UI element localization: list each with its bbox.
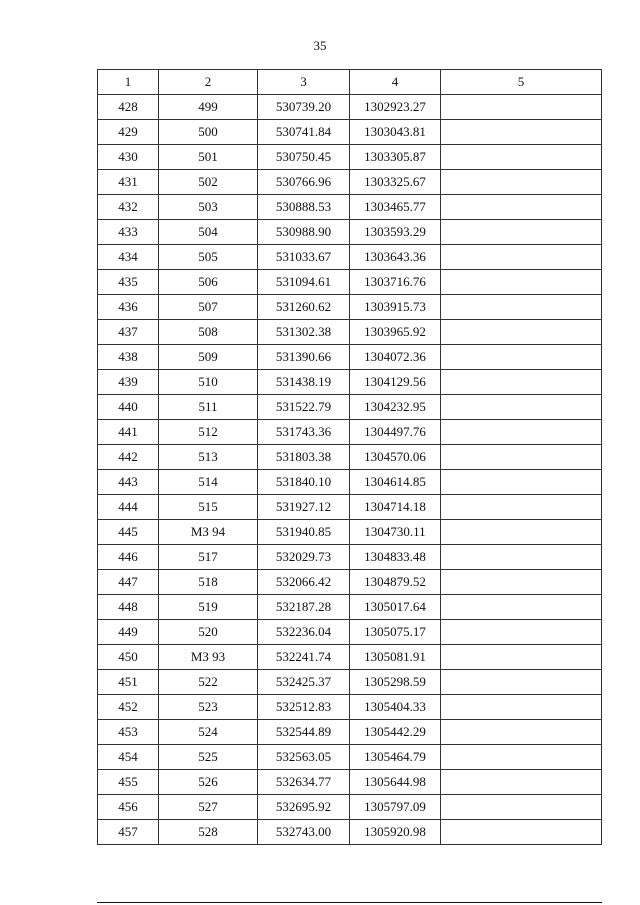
- table-cell-col-4: 1304129.56: [350, 370, 441, 395]
- table-cell-col-5: [441, 795, 602, 820]
- column-header-5: 5: [441, 70, 602, 95]
- table-cell-col-2: 499: [159, 95, 258, 120]
- table-cell-col-1: 429: [98, 120, 159, 145]
- table-row: [98, 595, 602, 620]
- table-cell-col-1: 433: [98, 220, 159, 245]
- table-cell-col-1: 452: [98, 695, 159, 720]
- table-cell-col-5: [441, 520, 602, 545]
- table-cell-col-1: 450: [98, 645, 159, 670]
- table-cell-col-5: [441, 120, 602, 145]
- table-cell-col-3: 531390.66: [258, 345, 350, 370]
- table-cell-col-3: 530766.96: [258, 170, 350, 195]
- table-cell-col-5: [441, 695, 602, 720]
- table-cell-col-5: [441, 545, 602, 570]
- table-row: [98, 795, 602, 820]
- table-cell-col-3: 532563.05: [258, 745, 350, 770]
- table-cell-col-5: [441, 345, 602, 370]
- table-cell-col-4: 1303915.73: [350, 295, 441, 320]
- table-header-row: [98, 70, 602, 95]
- table-cell-col-3: 531260.62: [258, 295, 350, 320]
- table-cell-col-2: МЗ 94: [159, 520, 258, 545]
- table-cell-col-1: 428: [98, 95, 159, 120]
- table-cell-col-2: 510: [159, 370, 258, 395]
- table-cell-col-3: 531302.38: [258, 320, 350, 345]
- table-cell-col-2: 526: [159, 770, 258, 795]
- table-cell-col-3: 530750.45: [258, 145, 350, 170]
- table-cell-col-4: 1303465.77: [350, 195, 441, 220]
- table-cell-col-2: 513: [159, 445, 258, 470]
- table-cell-col-3: 531438.19: [258, 370, 350, 395]
- table-cell-col-4: 1303305.87: [350, 145, 441, 170]
- table-cell-col-1: 434: [98, 245, 159, 270]
- table-cell-col-1: 454: [98, 745, 159, 770]
- table-cell-col-4: 1304570.06: [350, 445, 441, 470]
- table-cell-col-1: 448: [98, 595, 159, 620]
- table-cell-col-4: 1303043.81: [350, 120, 441, 145]
- table-cell-col-4: 1303643.36: [350, 245, 441, 270]
- column-header-3: 3: [258, 70, 350, 95]
- table-cell-col-2: 503: [159, 195, 258, 220]
- table-cell-col-2: 523: [159, 695, 258, 720]
- table-cell-col-4: 1305797.09: [350, 795, 441, 820]
- table-cell-col-3: 531940.85: [258, 520, 350, 545]
- table-cell-col-5: [441, 420, 602, 445]
- table-cell-col-5: [441, 170, 602, 195]
- table-cell-col-5: [441, 570, 602, 595]
- table-cell-col-5: [441, 645, 602, 670]
- table-row: [98, 670, 602, 695]
- table-cell-col-2: 514: [159, 470, 258, 495]
- table-cell-col-2: 522: [159, 670, 258, 695]
- table-cell-col-2: 501: [159, 145, 258, 170]
- table-cell-col-2: 507: [159, 295, 258, 320]
- table-row: [98, 570, 602, 595]
- table-cell-col-3: 532544.89: [258, 720, 350, 745]
- table-cell-col-1: 439: [98, 370, 159, 395]
- table-row: [98, 95, 602, 120]
- table-cell-col-5: [441, 745, 602, 770]
- table-cell-col-5: [441, 220, 602, 245]
- table-cell-col-3: 531840.10: [258, 470, 350, 495]
- table-cell-col-4: 1304730.11: [350, 520, 441, 545]
- table-cell-col-3: 531033.67: [258, 245, 350, 270]
- table-cell-col-1: 438: [98, 345, 159, 370]
- table-cell-col-5: [441, 470, 602, 495]
- table-cell-col-2: 502: [159, 170, 258, 195]
- table-cell-col-4: 1302923.27: [350, 95, 441, 120]
- table-cell-col-1: 436: [98, 295, 159, 320]
- table-row: [98, 120, 602, 145]
- table-cell-col-2: 518: [159, 570, 258, 595]
- table-cell-col-4: 1303965.92: [350, 320, 441, 345]
- table-cell-col-2: 506: [159, 270, 258, 295]
- table-cell-col-2: 512: [159, 420, 258, 445]
- table-cell-col-5: [441, 370, 602, 395]
- table-cell-col-4: 1304879.52: [350, 570, 441, 595]
- table-cell-col-4: 1305404.33: [350, 695, 441, 720]
- table-cell-col-1: 443: [98, 470, 159, 495]
- table-row: [98, 270, 602, 295]
- table-cell-col-3: 531803.38: [258, 445, 350, 470]
- table-cell-col-3: 531927.12: [258, 495, 350, 520]
- table-cell-col-5: [441, 495, 602, 520]
- table-cell-col-1: 444: [98, 495, 159, 520]
- table-row: [98, 295, 602, 320]
- table-cell-col-3: 532241.74: [258, 645, 350, 670]
- table-cell-col-4: 1305017.64: [350, 595, 441, 620]
- table-cell-col-4: 1305081.91: [350, 645, 441, 670]
- footer-rule: [97, 902, 602, 903]
- table-cell-col-3: 531094.61: [258, 270, 350, 295]
- table-row: [98, 470, 602, 495]
- table-row: [98, 170, 602, 195]
- column-header-1: 1: [98, 70, 159, 95]
- table-row: [98, 620, 602, 645]
- table-cell-col-1: 437: [98, 320, 159, 345]
- table-cell-col-1: 446: [98, 545, 159, 570]
- table-cell-col-1: 442: [98, 445, 159, 470]
- table-cell-col-3: 530988.90: [258, 220, 350, 245]
- table-row: [98, 770, 602, 795]
- table-cell-col-5: [441, 595, 602, 620]
- table-cell-col-4: 1303593.29: [350, 220, 441, 245]
- table-cell-col-2: 525: [159, 745, 258, 770]
- table-cell-col-3: 532695.92: [258, 795, 350, 820]
- table-cell-col-3: 532512.83: [258, 695, 350, 720]
- table-cell-col-1: 431: [98, 170, 159, 195]
- table-cell-col-3: 532743.00: [258, 820, 350, 845]
- table-cell-col-5: [441, 445, 602, 470]
- table-cell-col-5: [441, 195, 602, 220]
- table-cell-col-5: [441, 95, 602, 120]
- table-row: [98, 745, 602, 770]
- table-cell-col-2: 519: [159, 595, 258, 620]
- table-cell-col-3: 531522.79: [258, 395, 350, 420]
- table-row: [98, 695, 602, 720]
- table-cell-col-1: 435: [98, 270, 159, 295]
- table-cell-col-5: [441, 245, 602, 270]
- table-cell-col-3: 532029.73: [258, 545, 350, 570]
- table-cell-col-5: [441, 270, 602, 295]
- table-cell-col-1: 441: [98, 420, 159, 445]
- table-row: [98, 395, 602, 420]
- table-row: [98, 520, 602, 545]
- table-body: [98, 95, 602, 845]
- table-cell-col-3: 532066.42: [258, 570, 350, 595]
- table-cell-col-4: 1303325.67: [350, 170, 441, 195]
- table-cell-col-5: [441, 670, 602, 695]
- table-cell-col-5: [441, 620, 602, 645]
- column-header-4: 4: [350, 70, 441, 95]
- table-cell-col-3: 531743.36: [258, 420, 350, 445]
- table-cell-col-1: 432: [98, 195, 159, 220]
- table-cell-col-4: 1305464.79: [350, 745, 441, 770]
- table-row: [98, 370, 602, 395]
- table-row: [98, 820, 602, 845]
- table-cell-col-2: 520: [159, 620, 258, 645]
- table-cell-col-2: 500: [159, 120, 258, 145]
- table-cell-col-3: 530888.53: [258, 195, 350, 220]
- table-cell-col-1: 453: [98, 720, 159, 745]
- table-cell-col-1: 457: [98, 820, 159, 845]
- table-row: [98, 245, 602, 270]
- table-cell-col-5: [441, 770, 602, 795]
- table-cell-col-2: 505: [159, 245, 258, 270]
- table-cell-col-2: 515: [159, 495, 258, 520]
- table-cell-col-2: 528: [159, 820, 258, 845]
- column-header-2: 2: [159, 70, 258, 95]
- table-cell-col-5: [441, 395, 602, 420]
- table-cell-col-2: 504: [159, 220, 258, 245]
- table-cell-col-1: 451: [98, 670, 159, 695]
- table-cell-col-1: 445: [98, 520, 159, 545]
- table-cell-col-2: 508: [159, 320, 258, 345]
- table-cell-col-1: 430: [98, 145, 159, 170]
- table-cell-col-4: 1304614.85: [350, 470, 441, 495]
- table-cell-col-2: 511: [159, 395, 258, 420]
- table-row: [98, 495, 602, 520]
- table-cell-col-5: [441, 820, 602, 845]
- table-row: [98, 645, 602, 670]
- coordinates-table: [97, 69, 602, 845]
- table-cell-col-4: 1304232.95: [350, 395, 441, 420]
- table-cell-col-4: 1304714.18: [350, 495, 441, 520]
- table-cell-col-5: [441, 295, 602, 320]
- table-cell-col-3: 532425.37: [258, 670, 350, 695]
- table-row: [98, 345, 602, 370]
- table-cell-col-2: МЗ 93: [159, 645, 258, 670]
- table-row: [98, 545, 602, 570]
- table-cell-col-4: 1304833.48: [350, 545, 441, 570]
- table-cell-col-4: 1303716.76: [350, 270, 441, 295]
- table-row: [98, 145, 602, 170]
- table-cell-col-4: 1305442.29: [350, 720, 441, 745]
- table-cell-col-4: 1304497.76: [350, 420, 441, 445]
- table-cell-col-2: 509: [159, 345, 258, 370]
- table-cell-col-5: [441, 145, 602, 170]
- table-cell-col-4: 1305920.98: [350, 820, 441, 845]
- table-cell-col-1: 455: [98, 770, 159, 795]
- table-cell-col-1: 440: [98, 395, 159, 420]
- table-cell-col-2: 517: [159, 545, 258, 570]
- table-row: [98, 420, 602, 445]
- table-cell-col-3: 532236.04: [258, 620, 350, 645]
- table-cell-col-3: 530739.20: [258, 95, 350, 120]
- table-cell-col-4: 1304072.36: [350, 345, 441, 370]
- table-row: [98, 195, 602, 220]
- table-cell-col-4: 1305075.17: [350, 620, 441, 645]
- page-number: 35: [313, 38, 327, 53]
- table-cell-col-2: 527: [159, 795, 258, 820]
- table-cell-col-1: 449: [98, 620, 159, 645]
- table-row: [98, 445, 602, 470]
- table-cell-col-1: 447: [98, 570, 159, 595]
- table-cell-col-3: 530741.84: [258, 120, 350, 145]
- table-row: [98, 220, 602, 245]
- table-row: [98, 320, 602, 345]
- table-cell-col-1: 456: [98, 795, 159, 820]
- table-cell-col-2: 524: [159, 720, 258, 745]
- table-cell-col-4: 1305298.59: [350, 670, 441, 695]
- table-cell-col-3: 532634.77: [258, 770, 350, 795]
- table-cell-col-4: 1305644.98: [350, 770, 441, 795]
- table-row: [98, 720, 602, 745]
- table-cell-col-5: [441, 320, 602, 345]
- table-cell-col-5: [441, 720, 602, 745]
- table-cell-col-3: 532187.28: [258, 595, 350, 620]
